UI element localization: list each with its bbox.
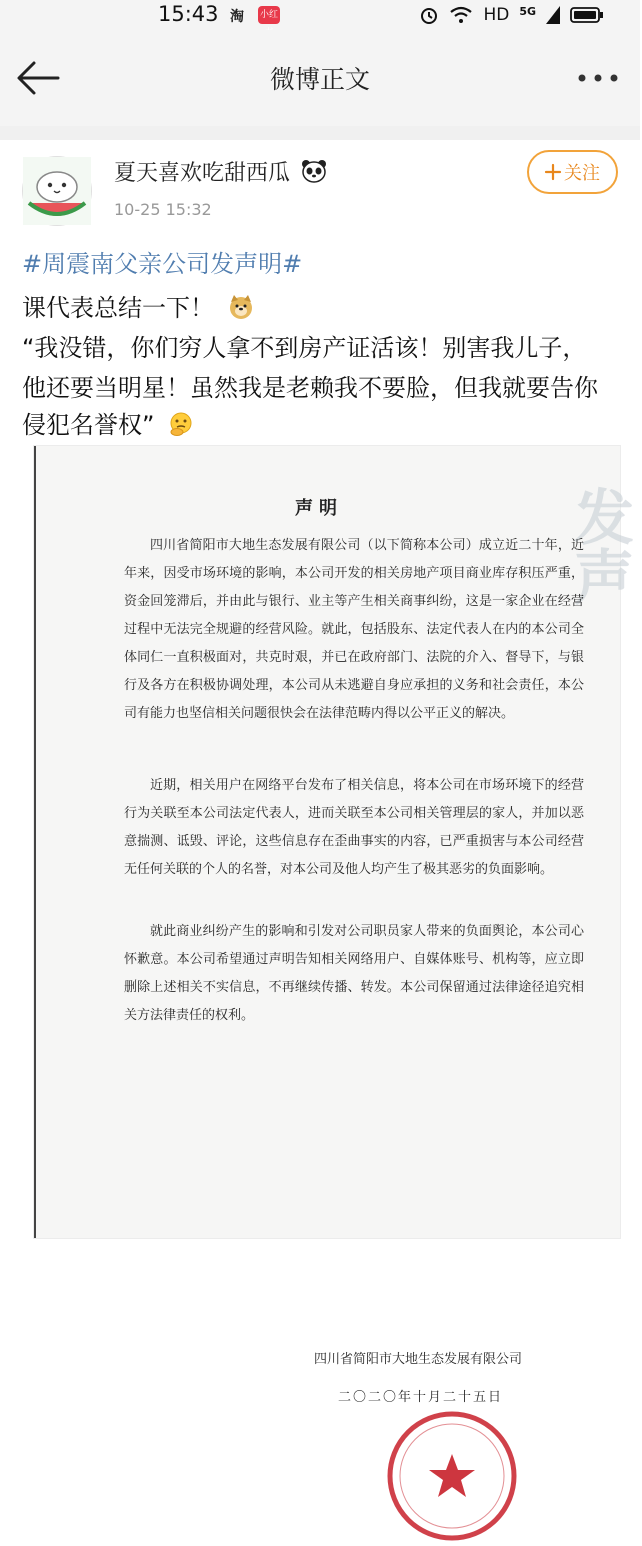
avatar[interactable] xyxy=(22,156,92,226)
document-date: 二〇二〇年十月二十五日 xyxy=(338,1390,504,1405)
scan-edge xyxy=(34,446,36,1238)
plus-icon xyxy=(545,164,561,180)
document-paragraph-2: 近期，相关用户在网络平台发布了相关信息，将本公司在市场环境下的经营行为关联至本公司法定代表人，进而关联至本公司相关管理层的家人，并加以恶意揣测、诋毁、评论，这些信息存在歪曲事实的内容，已严重损害与本公司经营无任何关联的个人的名誉，对本公司及他人均产生了极其恶劣的负面影响。 xyxy=(124,778,584,877)
thinking-emoji-icon xyxy=(168,411,194,437)
post-line-4-text: 侵犯名誉权” xyxy=(22,411,155,439)
post-line-2: “我没错，你们穷人拿不到房产证活该！别害我儿子， xyxy=(22,334,587,362)
status-time: 15:43 xyxy=(158,2,219,26)
document-title: 声明 xyxy=(295,498,343,519)
status-bar xyxy=(0,0,640,30)
battery-icon xyxy=(570,6,604,24)
signal-icon xyxy=(546,6,560,24)
post-line-3: 他还要当明星！虽然我是老赖我不要脸，但我就要告你 xyxy=(22,374,598,402)
statement-document-image[interactable] xyxy=(34,446,634,1405)
alarm-icon xyxy=(419,5,439,25)
hashtag-topic[interactable]: #周震南父亲公司发声明# xyxy=(22,250,303,278)
taobao-notification-icon: 淘 xyxy=(230,9,244,25)
watermark-image: 发声 xyxy=(564,486,634,606)
panda-emoji-icon xyxy=(301,159,327,183)
post-line-1 xyxy=(22,288,254,323)
status-icons xyxy=(419,5,604,25)
document-paragraph-3: 就此商业纠纷产生的影响和引发对公司职员家人带来的负面舆论，本公司心怀歉意。本公司希望通过声明告知相关网络用户、自媒体账号、机构等，应立即删除上述相关不实信息，不再继续传播、转发。本公司保留通过法律途径追究相关方法律责任的权利。 xyxy=(124,924,584,1023)
doge-emoji-icon xyxy=(228,294,254,320)
post-line-1-text: 课代表总结一下！ xyxy=(22,294,214,322)
username-text: 夏天喜欢吃甜西瓜 xyxy=(114,161,291,186)
xiaohongshu-notification-icon: 小红 xyxy=(258,6,280,24)
page-title: 微博正文 xyxy=(269,65,370,94)
post-line-4 xyxy=(22,405,194,440)
avatar-image xyxy=(23,157,91,225)
document-signature: 四川省简阳市大地生态发展有限公司 xyxy=(314,1352,523,1367)
nav-bar xyxy=(0,30,640,126)
username[interactable] xyxy=(114,156,327,187)
post-timestamp: 10-25 15:32 xyxy=(114,200,212,219)
network-5g-label: 5G xyxy=(519,4,536,18)
company-seal-icon xyxy=(382,1406,522,1546)
follow-button-label: 关注 xyxy=(564,163,600,184)
wifi-icon xyxy=(449,5,473,25)
more-dots-icon[interactable] xyxy=(576,70,620,86)
document-paragraph-1: 四川省简阳市大地生态发展有限公司（以下简称本公司）成立近二十年，近年来，因受市场环境的影响，本公司开发的相关房地产项目商业库存积压严重，资金回笼滞后，并由此与银行、业主等产生相关商事纠纷，这是一家企业在经营过程中无法完全规避的经营风险。就此，包括股东、法定代表人在内的本公司全体同仁一直积极面对，共克时艰，并已在政府部门、法院的介入、督导下，与银行及各方在积极协调处理，本公司从未逃避自身应承担的义务和社会责任，本公司有能力也坚信相关问题很快会在法律范畴内得以公平正义的解决。 xyxy=(124,538,584,721)
follow-button[interactable] xyxy=(527,150,618,194)
network-hd-label: HD xyxy=(483,5,510,25)
section-divider xyxy=(0,126,640,140)
